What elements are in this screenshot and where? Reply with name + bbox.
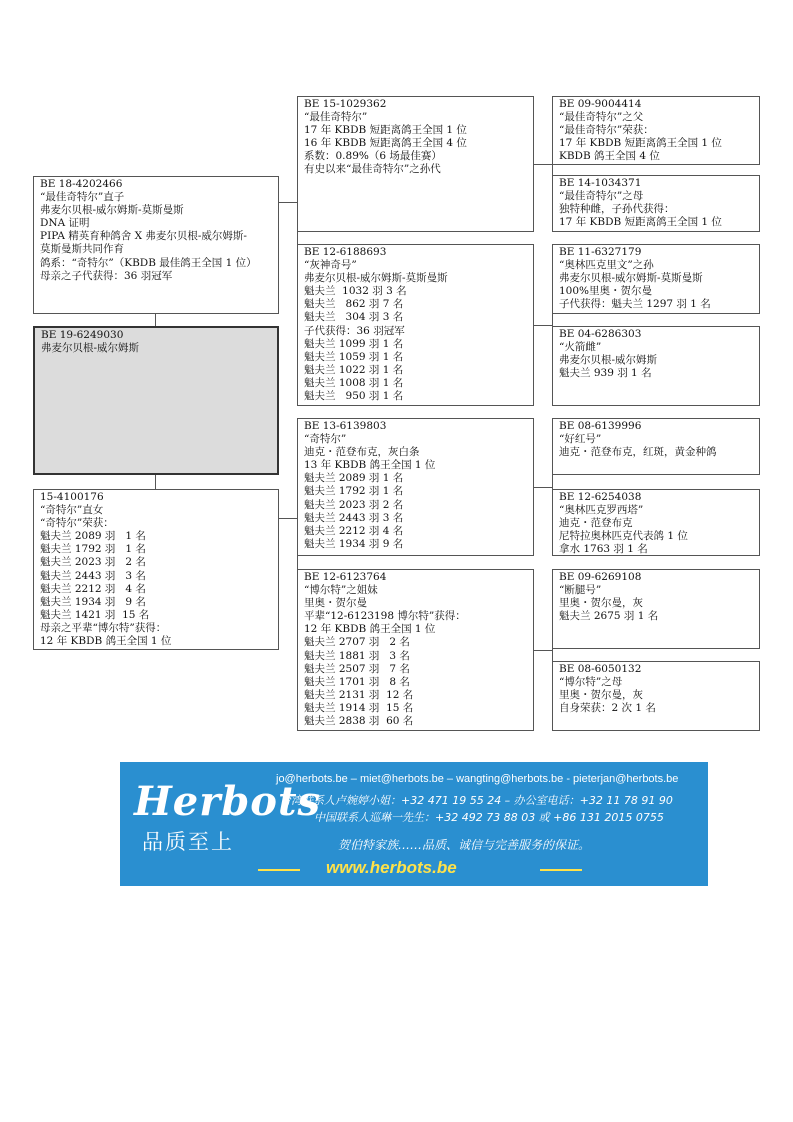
pedigree-line: 魁夫兰 2675 羽 1 名 (559, 610, 659, 623)
pedigree-line: 魁夫兰 1934 羽 9 名 (304, 537, 404, 550)
ring-number: BE 11-6327179 (559, 246, 642, 258)
connector (534, 487, 552, 488)
pedigree-line: 子代获得：魁夫兰 1297 羽 1 名 (559, 298, 711, 311)
pedigree-line: 16 年 KBDB 短距离鸽王全国 4 位 (304, 137, 467, 150)
pedigree-line: 弗麦尔贝根-威尔姆斯-莫斯曼斯 (559, 272, 703, 285)
banner-taiwan-contact: 台湾联系人卢婉婷小姐：+32 471 19 55 24 – 办公室电话：+32 11 78 91 90 (280, 794, 673, 807)
ring-number: BE 04-6286303 (559, 328, 642, 340)
connector (279, 518, 297, 519)
pedigree-line: 子代获得：36 羽冠军 (304, 324, 405, 337)
pedigree-line: 鸽系：“奇特尔”（KBDB 最佳鸽王全国 1 位） (40, 256, 257, 269)
pedigree-line: 魁夫兰 1421 羽 15 名 (40, 608, 150, 621)
pedigree-line: 自身荣获：2 次 1 名 (559, 702, 656, 715)
pedigree-line: 魁夫兰 1059 羽 1 名 (304, 350, 404, 363)
pedigree-line: 魁夫兰 2023 羽 2 名 (40, 556, 146, 569)
pedigree-line: “好红号” (559, 433, 602, 446)
connector (552, 130, 553, 204)
pedigree-line: 100%里奥・贺尔曼 (559, 285, 653, 298)
banner-emails: jo@herbots.be – miet@herbots.be – wangting@herbots.be - pieterjan@herbots.be (276, 773, 679, 785)
pedigree-line: 魁夫兰 1008 羽 1 名 (304, 376, 404, 389)
dam-dam-box (297, 569, 534, 731)
pedigree-line: 魁夫兰 2838 羽 60 名 (304, 715, 414, 728)
pedigree-line: 魁夫兰 1792 羽 1 名 (304, 485, 404, 498)
ssd-box (552, 175, 760, 232)
pedigree-line: 弗麦尔贝根-威尔姆斯-莫斯曼斯 (304, 272, 448, 285)
subject-box (33, 326, 279, 475)
pedigree-line: 魁夫兰 2089 羽 1 名 (40, 530, 146, 543)
sss-box (552, 96, 760, 165)
sire-dam-box (297, 244, 534, 406)
sdd-box (552, 326, 760, 406)
ring-number: 15-4100176 (40, 491, 104, 503)
pedigree-line: 12 年 KBDB 鸽王全国 1 位 (304, 623, 436, 636)
pedigree-line: 魁夫兰 2507 羽 7 名 (304, 662, 410, 675)
pedigree-line: 迪克・范登布克，红斑，黄金种鸽 (559, 446, 717, 459)
pedigree-line: “博尔特”之姐妹 (304, 584, 378, 597)
pedigree-line: “最佳奇特尔”之母 (559, 190, 644, 203)
pedigree-line: “最佳奇特尔”直子 (40, 191, 125, 204)
connector (552, 446, 553, 522)
pedigree-line: “最佳奇特尔”之父 (559, 111, 644, 124)
pedigree-line: 魁夫兰 1934 羽 9 名 (40, 595, 146, 608)
pedigree-line: 母亲之平辈“博尔特”获得： (40, 621, 167, 634)
ddd-box (552, 661, 760, 731)
pedigree-line: “奥林匹克里文”之孙 (559, 259, 654, 272)
pedigree-line: “灰神奇号” (304, 259, 357, 272)
ring-number: BE 13-6139803 (304, 420, 387, 432)
pedigree-line: 魁夫兰 1099 羽 1 名 (304, 337, 404, 350)
pedigree-line: 有史以来“最佳奇特尔”之孙代 (304, 163, 441, 176)
pedigree-line: 魁夫兰 2089 羽 1 名 (304, 472, 404, 485)
divider (540, 869, 582, 871)
pedigree-line: 魁夫兰 862 羽 7 名 (304, 298, 404, 311)
ring-number: BE 08-6050132 (559, 663, 642, 675)
pedigree-line: 系数：0.89%（6 场最佳赛） (304, 150, 442, 163)
ring-number: BE 12-6123764 (304, 571, 387, 583)
pedigree-line: 迪克・范登布克 (559, 517, 633, 530)
pedigree-line: 魁夫兰 1032 羽 3 名 (304, 285, 407, 298)
pedigree-line: 魁夫兰 2023 羽 2 名 (304, 498, 404, 511)
connector (297, 164, 298, 256)
pedigree-line: 17 年 KBDB 短距离鸽王全国 1 位 (559, 216, 722, 229)
pedigree-line: “博尔特”之母 (559, 676, 623, 689)
pedigree-line: 12 年 KBDB 鸽王全国 1 位 (40, 635, 172, 648)
pedigree-line: 魁夫兰 950 羽 1 名 (304, 390, 404, 403)
pedigree-line: 莫斯曼斯共同作育 (40, 243, 124, 256)
connector (155, 475, 156, 489)
pedigree-line: PIPA 精英育种鸽舍 X 弗麦尔贝根-威尔姆斯- (40, 230, 247, 243)
pedigree-line: 魁夫兰 1914 羽 15 名 (304, 701, 414, 714)
pedigree-line: 母亲之子代获得：36 羽冠军 (40, 269, 173, 282)
pedigree-line: 独特种雌，子孙代获得： (559, 203, 675, 216)
pedigree-line: 魁夫兰 2443 羽 3 名 (304, 511, 404, 524)
ring-number: BE 15-1029362 (304, 98, 387, 110)
pedigree-line: KBDB 鸽王全国 4 位 (559, 150, 660, 163)
pedigree-line: 魁夫兰 1792 羽 1 名 (40, 543, 146, 556)
herbots-logo: Herbots (134, 778, 321, 825)
connector (155, 314, 156, 326)
pedigree-line: 弗麦尔贝根-威尔姆斯 (41, 342, 140, 355)
connector (552, 609, 553, 696)
ring-number: BE 08-6139996 (559, 420, 642, 432)
connector (534, 325, 552, 326)
pedigree-line: 尼特拉奥林匹克代表鸽 1 位 (559, 530, 688, 543)
pedigree-line: 魁夫兰 1701 羽 8 名 (304, 675, 410, 688)
pedigree-line: 魁夫兰 2212 羽 4 名 (40, 582, 146, 595)
dsd-box (552, 489, 760, 556)
pedigree-line: “奇特尔”直女 (40, 504, 104, 517)
pedigree-line: 里奥・贺尔曼 (304, 597, 367, 610)
pedigree-line: 迪克・范登布克，灰白条 (304, 446, 420, 459)
banner-slogan: 品质至上 (142, 830, 234, 854)
banner-quality-statement: 贺伯特家族……品质、诚信与完善服务的保证。 (338, 838, 591, 852)
pedigree-line: “奇特尔”荣获： (40, 517, 114, 530)
connector (534, 164, 552, 165)
pedigree-line: 里奥・贺尔曼，灰 (559, 689, 643, 702)
pedigree-line: “最佳奇特尔” (304, 111, 368, 124)
banner-website[interactable]: www.herbots.be (326, 858, 457, 877)
ring-number: BE 12-6254038 (559, 491, 642, 503)
pedigree-line: 弗麦尔贝根-威尔姆斯 (559, 354, 658, 367)
pedigree-line: “断腿号” (559, 584, 602, 597)
connector (279, 202, 297, 203)
pedigree-line: 魁夫兰 2212 羽 4 名 (304, 524, 404, 537)
dam-box (33, 489, 279, 650)
pedigree-line: 魁夫兰 1881 羽 3 名 (304, 649, 410, 662)
dss-box (552, 418, 760, 475)
pedigree-line: “奥林匹克罗西塔” (559, 504, 644, 517)
connector (552, 279, 553, 365)
pedigree-line: 弗麦尔贝根-威尔姆斯-莫斯曼斯 (40, 204, 184, 217)
sire-sire-box (297, 96, 534, 232)
sire-box (33, 176, 279, 314)
pedigree-line: 魁夫兰 2443 羽 3 名 (40, 569, 146, 582)
pedigree-line: 魁夫兰 304 羽 3 名 (304, 311, 404, 324)
pedigree-line: 17 年 KBDB 短距离鸽王全国 1 位 (559, 137, 722, 150)
dam-sire-box (297, 418, 534, 556)
ring-number: BE 09-9004414 (559, 98, 642, 110)
ring-number: BE 14-1034371 (559, 177, 642, 189)
pedigree-line: 平辈“12-6123198 博尔特”获得： (304, 610, 466, 623)
ring-number: BE 09-6269108 (559, 571, 642, 583)
divider (258, 869, 300, 871)
pedigree-line: 魁夫兰 2131 羽 12 名 (304, 688, 414, 701)
banner-china-contact: 中国联系人巡琳一先生：+32 492 73 88 03 或 +86 131 2015 0755 (314, 811, 664, 824)
ring-number: BE 12-6188693 (304, 246, 387, 258)
herbots-banner (120, 762, 708, 886)
connector (297, 487, 298, 583)
ring-number: BE 18-4202466 (40, 178, 123, 190)
pedigree-line: 拿水 1763 羽 1 名 (559, 543, 648, 556)
pedigree-line: 13 年 KBDB 鸽王全国 1 位 (304, 459, 436, 472)
pedigree-line: 魁夫兰 1022 羽 1 名 (304, 363, 404, 376)
pedigree-line: 里奥・贺尔曼，灰 (559, 597, 643, 610)
connector (534, 650, 552, 651)
pedigree-line: “火箭雌” (559, 341, 602, 354)
sds-box (552, 244, 760, 314)
pedigree-line: 17 年 KBDB 短距离鸽王全国 1 位 (304, 124, 467, 137)
pedigree-line: DNA 证明 (40, 217, 90, 230)
ring-number: BE 19-6249030 (41, 329, 124, 341)
pedigree-line: “奇特尔” (304, 433, 347, 446)
pedigree-line: “最佳奇特尔”荣获： (559, 124, 654, 137)
pedigree-line: 魁夫兰 939 羽 1 名 (559, 367, 652, 380)
dds-box (552, 569, 760, 649)
pedigree-line: 魁夫兰 2707 羽 2 名 (304, 636, 410, 649)
